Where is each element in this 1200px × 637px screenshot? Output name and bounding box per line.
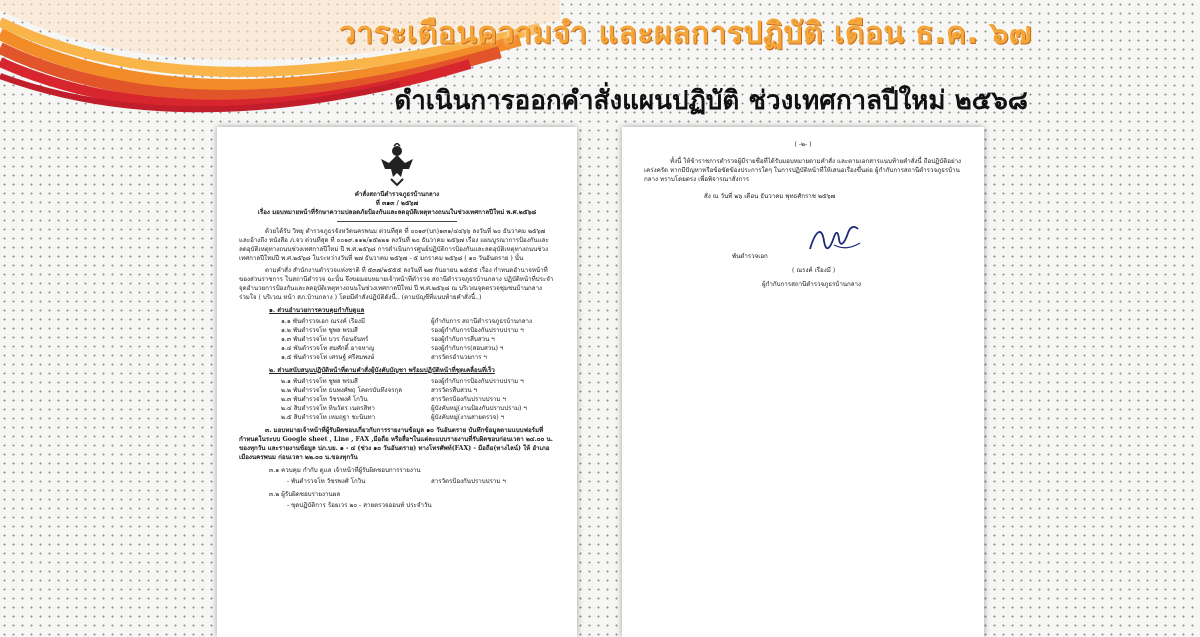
- document-page-1: [217, 127, 577, 637]
- officer-role: สารวัตรป้องกันปราบปราม ฯ: [431, 395, 506, 403]
- page-number: ( -๒- ): [794, 141, 812, 148]
- officer-name: ๑.๒ พันตำรวจโท ชูพล พรมสี: [281, 326, 358, 334]
- section-3-text: ๓. มอบหมายเจ้าหน้าที่ผู้รับผิดชอบเกี่ยวกับการรายงานข้อมูล ๑๐ วันอันตราย บันทึกข้อมูลตามแบบฟอร์มที่กำหนดในระบบ Google sheet , Line , FAX ,มือถือ หรือสื่อฯในแต่ละแบบรายงานที่รับผิดชอบก่อนเวลา ๒๔.๐๐ น. ของทุกวัน และรายงานข้อมูล ปภ.บย. ๑ - ๔ (ช่วง ๑๐ วันอันตราย) ทางโทรศัพท์(FAX) - มือถือ(ทางไลน์) ให้ อำเภอเมืองนครพนม ก่อนเวลา ๒๒.๐๐ น.ของทุกวัน: [239, 426, 553, 461]
- headline-subtitle: ดำเนินการออกคำสั่งแผนปฏิบัติ ช่วงเทศกาลปีใหม่ ๒๕๖๘: [394, 86, 1028, 116]
- section-2-row: [281, 405, 555, 414]
- officer-role: ผู้บังคับหมู่(งานป้องกันปราบปราม) ฯ: [431, 404, 527, 412]
- officer-name: ๑.๔ พันตำรวจโท สมศักดิ์ อาจหาญ: [281, 344, 375, 352]
- signer-rank: พันตำรวจเอก: [732, 253, 768, 260]
- officer-role: สารวัตรสืบสวน ฯ: [431, 386, 478, 394]
- officer-name: ๒.๕ สิบตำรวจโท เหมฤฐา ชะนินทา: [281, 413, 376, 421]
- officer-role: รองผู้กำกับการป้องกันปราบปราม ฯ: [431, 377, 524, 385]
- section-2-row: [281, 378, 555, 387]
- section-2-row: [281, 396, 555, 405]
- officer-name: ๒.๓ พันตำรวจโท วัชรพงศ์ โกวิน: [281, 395, 368, 403]
- headline-title: วาระเตือนความจำ และผลการปฏิบัติ เดือน ธ.ค. ๖๗: [338, 16, 1032, 51]
- officer-name: ๑.๓ พันตำรวจโท บวร ก้อนจันทร์: [281, 335, 369, 343]
- paragraph-2: ตามคำสั่ง สำนักงานตำรวจแห่งชาติ ที่ ๕๓๗/๒๕๕๕ ลงวันที่ ๒๗ กันยายน ๒๕๕๕ เรื่อง กำหนดอำนาจหน้าที่ของส่วนราชการ ในสถานีตำรวจ ฉะนั้น จึงขอมอบหมายเจ้าหน้าที่ตำรวจ สถานีตำรวจภูธรบ้านกลาง ปฏิบัติหน้าที่ประจำจุดอำนวยการป้องกันและลดอุบัติเหตุทางถนนในช่วงเทศกาลปีใหม่ ปี พ.ศ.๒๕๖๘ ณ บริเวณจุดตรวจชุมชนบ้านกลางร่วมใจ ( บริเวณ หน้า สภ.บ้านกลาง ) โดยมีคำสั่งปฏิบัติดังนี้.. (ตามบัญชีที่แนบท้ายคำสั่งนี้..): [239, 266, 554, 301]
- section-2-row: [281, 387, 555, 396]
- paragraph-1: ด้วยได้รับ วิทยุ ตำรวจภูธรจังหวัดนครพนม ด่วนที่สุด ที่ ๐๐๑๙(บก)๑๓๑/๔๔๖๖ ลงวันที่ ๒๐ ธันวาคม ๒๕๖๗ และอ้างถึง หนังสือ ภ.จว ด่วนที่สุด ที่ ๐๐๑๙.๑๑๒/๑๕๒๒๑ ลงวันที่ ๒๐ ธันวาคม ๒๕๖๗ เรื่อง แผนบูรณาการป้องกันและลดอุบัติเหตุทางถนนช่วงเทศกาลปีใหม่ ปี พ.ศ.๒๕๖๘ การดำเนินการศูนย์ปฏิบัติการป้องกันและลดอุบัติเหตุทางถนนช่วงเทศกาลปีใหม่ปี พ.ศ.๒๕๖๘ ในระหว่างวันที่ ๒๗ ธันวาคม ๒๕๖๗ - ๕ มกราคม ๒๕๖๘ ( ๑๐ วันอันตราย ) นั้น: [239, 227, 549, 262]
- officer-role: รองผู้กำกับการสืบสวน ฯ: [431, 335, 495, 343]
- section-1-row: [281, 336, 555, 345]
- signer-name: ( ณรงค์ เรืองมี ): [792, 267, 836, 274]
- officer-role: สารวัตรอำนวยการ ฯ: [431, 353, 487, 361]
- section-1-heading: ๑. ส่วนอำนวยการควบคุมกำกับดูแล: [269, 306, 365, 314]
- officer-role: รองผู้กำกับการ(สอบสวน) ฯ: [431, 344, 504, 352]
- officer-role: ผู้กำกับการ สถานีตำรวจภูธรบ้านกลาง: [431, 317, 533, 325]
- section-2-row: [281, 414, 555, 423]
- section-1-row: [281, 318, 555, 327]
- officer-name: ๒.๒ พันตำรวจโท ธนพงศ์พฤ โคตรบันทึงจรกุล: [281, 386, 403, 394]
- garuda-emblem-icon: [377, 143, 417, 187]
- officer-role: รองผู้กำกับการป้องกันปราบปราม ฯ: [431, 326, 524, 334]
- section-2-heading: ๒. ส่วนสนับสนุนปฏิบัติหน้าที่ตามคำสั่งผู้บังคับบัญชา พร้อมปฏิบัติหน้าที่ชุดเคลื่อนที่เร็ว: [269, 366, 495, 374]
- officer-name: - พันตำรวจโท วัชรพงศ์ โกวิน: [287, 477, 366, 485]
- paragraph-closing: ทั้งนี้ ให้ข้าราชการตำรวจผู้มีรายชื่อที่ได้รับมอบหมายตามคำสั่ง และตามเอกสารแนบท้ายคำสั่งนี้ ถือปฏิบัติอย่างเคร่งครัด หากมีปัญหาหรือข้อขัดข้องประการใดๆ ในการปฏิบัติหน้าที่ให้เสนอเรื่องขึ้นต่อ ผู้กำกับการสถานีตำรวจภูธรบ้านกลาง ทราบโดยตรง เพื่อพิจารณาสั่งการ: [644, 157, 962, 183]
- signer-title: ผู้กำกับการสถานีตำรวจภูธรบ้านกลาง: [762, 281, 862, 288]
- signature-icon: [804, 219, 864, 259]
- officer-role: ผู้บังคับหมู่(งานสายตรวจ) ฯ: [431, 413, 505, 421]
- order-number: ที่ ๓๑๓ / ๒๕๖๗: [375, 199, 419, 207]
- officer-name: ๑.๕ พันตำรวจโท เศรษฐ์ ศรีสมพงษ์: [281, 353, 375, 361]
- section-1-row: [281, 345, 555, 354]
- document-page-2: [622, 127, 984, 637]
- officer-role: สารวัตรป้องกันปราบปราม ฯ: [431, 477, 506, 485]
- section-1-row: [281, 354, 555, 363]
- officer-name: ๒.๑ พันตำรวจโท ชูพล พรมสี: [281, 377, 358, 385]
- order-org: คำสั่งสถานีตำรวจภูธรบ้านกลาง: [354, 191, 440, 198]
- section-1-row: [281, 327, 555, 336]
- section-3-2-row: - ชุดปฏิบัติการ ร้อยเวร ๒๐ - สายตรวจออนท์ ประจำวัน: [287, 501, 432, 509]
- section-3-1-row: [287, 478, 555, 487]
- officer-name: ๑.๑ พันตำรวจเอก ณรงค์ เรืองมี: [281, 317, 366, 325]
- officer-name: ๒.๔ สิบตำรวจโท ทินวัตร เนตรสิทา: [281, 404, 375, 412]
- order-subject: เรื่อง มอบหมายหน้าที่รักษาความปลอดภัยป้องกันและลดอุบัติเหตุทางถนนในช่วงเทศกาลปีใหม่ พ.ศ.๒๕๖๘: [257, 208, 537, 216]
- divider: [337, 221, 457, 222]
- section-3-1-heading: ๓.๑ ควบคุม กำกับ ดูแล เจ้าหน้าที่ผู้รับผิดชอบการรายงาน: [269, 466, 421, 474]
- order-date: สั่ง ณ วันที่ ๒๖ เดือน ธันวาคม พุทธศักราช ๒๕๖๗: [704, 192, 836, 200]
- section-3-2-heading: ๓.๒ ผู้รับผิดชอบรายงานผล: [269, 490, 341, 498]
